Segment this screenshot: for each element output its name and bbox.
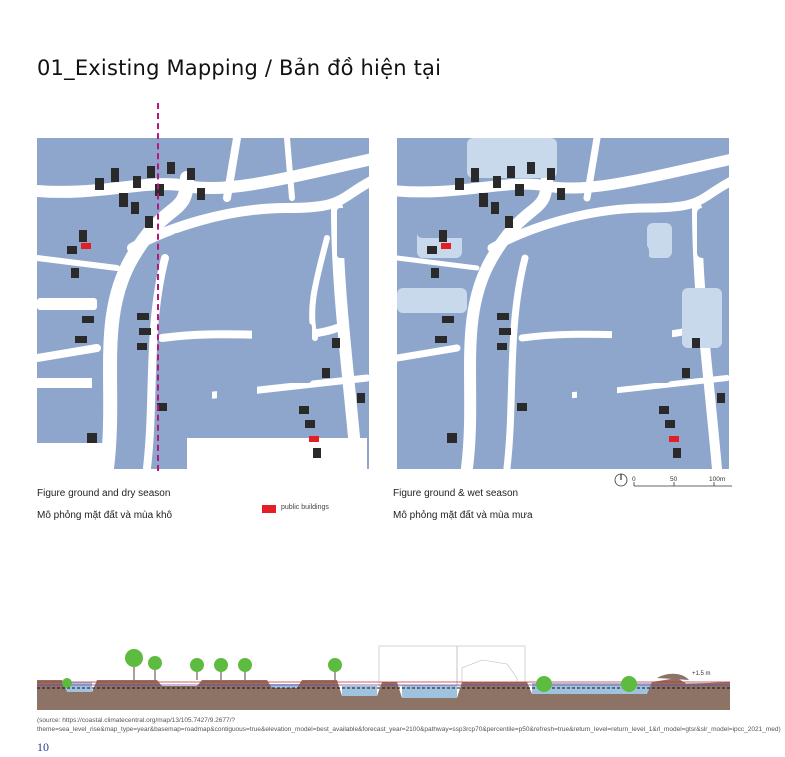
scale-label-100: 100m (709, 476, 726, 483)
source-note: (source: https://coastal.climatecentral.org/map/13/105.7427/9.2677/?theme=sea_level_rise&map_type=year&basemap=roadmap&contiguous=true&elevation_model=best_available&forecast_year=2100&pathway=ssp3rcp70&percentile=p50&refresh=true&return_level=return_level_1&rl_model=gtsr&slr_model=ipcc_2021_med) (37, 717, 781, 733)
page-number: 10 (37, 740, 49, 754)
section-level-label: +1.5 m (692, 671, 711, 677)
scale-label-50: 50 (670, 476, 678, 483)
wet-caption-en: Figure ground & wet season (393, 488, 519, 499)
dry-season-map (37, 138, 369, 469)
public-buildings-label: public buildings (281, 504, 329, 511)
wet-caption-vi: Mô phỏng mặt đất và mùa mưa (393, 510, 533, 521)
scale-label-0: 0 (632, 476, 636, 483)
scale-bar (614, 472, 734, 492)
public-buildings-swatch (262, 505, 276, 513)
page-title: 01_Existing Mapping / Bản đồ hiện tại (37, 56, 442, 80)
dry-caption-en: Figure ground and dry season (37, 488, 171, 499)
cross-section-drawing (37, 638, 730, 710)
dry-caption-vi: Mô phỏng mặt đất và mùa khô (37, 510, 173, 521)
wet-season-map (397, 138, 729, 469)
north-arrow-icon (615, 474, 627, 486)
section-cut-line (157, 103, 159, 471)
